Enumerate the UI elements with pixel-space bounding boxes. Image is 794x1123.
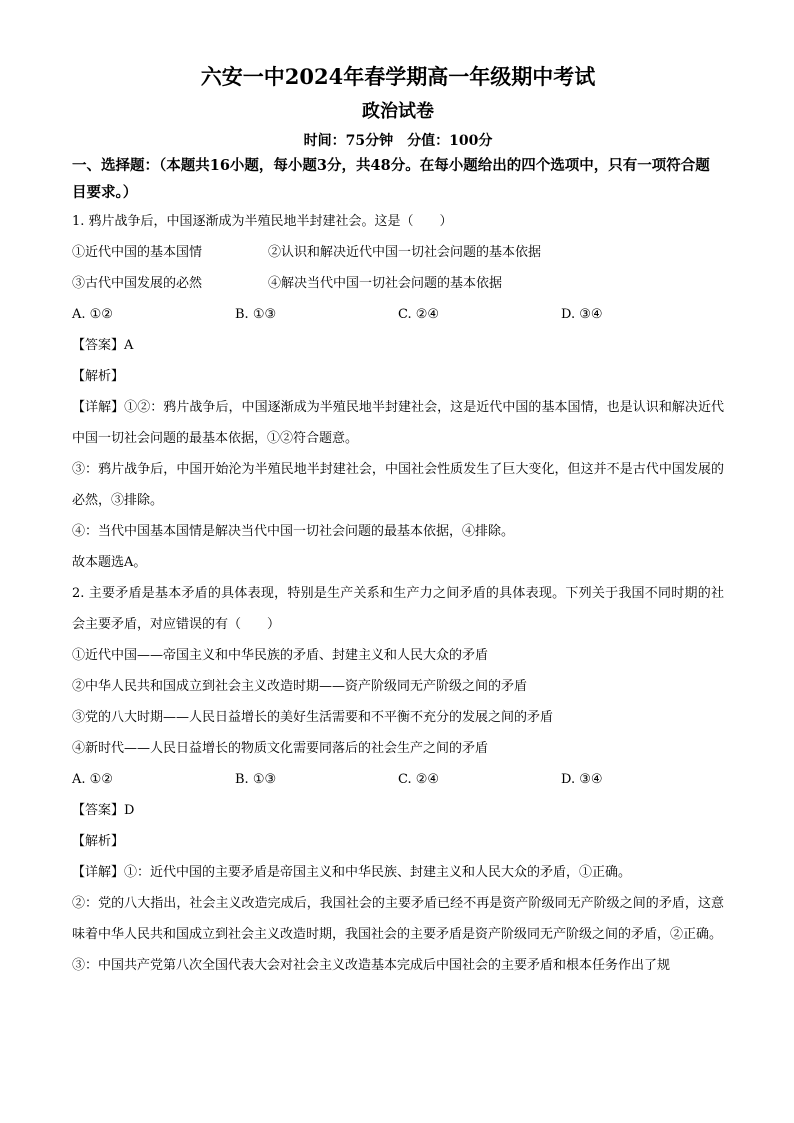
option-b: B. ①③	[235, 307, 277, 322]
option-c: C. ②④	[398, 307, 440, 322]
explanation-paragraph: 【详解】①：近代中国的主要矛盾是帝国主义和中华民族、封建主义和人民大众的矛盾，①正确。	[72, 865, 632, 880]
question-2	[72, 578, 724, 981]
explanation-paragraph: ②：党的八大指出，社会主义改造完成后，我国社会的主要矛盾已经不再是资产阶级同无产阶级之间的矛盾，这意味着中华人民共和国成立到社会主义改造时期，我国社会的主要矛盾是资产阶级同无产阶级之间的矛盾，②正确。	[72, 896, 724, 942]
explanation-paragraph: ④：当代中国基本国情是解决当代中国一切社会问题的最基本依据，④排除。	[72, 524, 515, 539]
options-row	[72, 299, 724, 330]
analysis-label: 【解析】	[72, 369, 125, 384]
answer-label: 【答案】D	[72, 803, 135, 818]
statement: ①近代中国的基本国情	[72, 245, 203, 260]
statement: ②中华人民共和国成立到社会主义改造时期——资产阶级同无产阶级之间的矛盾	[72, 679, 528, 694]
statement-row	[72, 237, 724, 268]
explanation-paragraph: 【详解】①②：鸦片战争后，中国逐渐成为半殖民地半封建社会，这是近代中国的基本国情，也是认识和解决近代中国一切社会问题的最基本依据，①②符合题意。	[72, 400, 724, 446]
exam-meta: 时间：75分钟 分值：100分	[303, 133, 493, 149]
statement: ③党的八大时期——人民日益增长的美好生活需要和不平衡不充分的发展之间的矛盾	[72, 710, 554, 725]
exam-title: 六安一中2024年春学期高一年级期中考试	[200, 64, 596, 89]
answer-label: 【答案】A	[72, 338, 134, 353]
statement: ①近代中国——帝国主义和中华民族的矛盾、封建主义和人民大众的矛盾	[72, 648, 489, 663]
options-row	[72, 764, 724, 795]
question-stem: 2. 主要矛盾是基本矛盾的具体表现，特别是生产关系和生产力之间矛盾的具体表现。下列关于我国不同时期的社会主要矛盾，对应错误的有（ ）	[72, 586, 724, 632]
option-a: A. ①②	[72, 307, 113, 322]
explanation-paragraph: ③：中国共产党第八次全国代表大会对社会主义改造基本完成后中国社会的主要矛盾和根本任务作出了规	[72, 958, 671, 973]
statement-row	[72, 268, 724, 299]
option-b: B. ①③	[235, 772, 277, 787]
explanation-paragraph: ③：鸦片战争后，中国开始沦为半殖民地半封建社会，中国社会性质发生了巨大变化，但这并不是古代中国发展的必然，③排除。	[72, 462, 724, 508]
option-c: C. ②④	[398, 772, 440, 787]
statement: ②认识和解决近代中国一切社会问题的基本依据	[268, 245, 542, 260]
option-d: D. ③④	[561, 307, 603, 322]
question-stem: 1. 鸦片战争后，中国逐渐成为半殖民地半封建社会。这是（ ）	[72, 214, 453, 229]
question-1	[72, 206, 724, 578]
statement: ③古代中国发展的必然	[72, 276, 203, 291]
document-page	[72, 62, 724, 981]
option-a: A. ①②	[72, 772, 113, 787]
explanation-paragraph: 故本题选A。	[72, 555, 147, 570]
exam-subject: 政治试卷	[362, 101, 434, 122]
statement: ④解决当代中国一切社会问题的基本依据	[268, 276, 503, 291]
analysis-label: 【解析】	[72, 834, 125, 849]
section-heading: 一、选择题：（本题共16小题，每小题3分，共48分。在每小题给出的四个选项中，只有一项符合题目要求。）	[72, 157, 710, 201]
statement: ④新时代——人民日益增长的物质文化需要同落后的社会生产之间的矛盾	[72, 741, 489, 756]
option-d: D. ③④	[561, 772, 603, 787]
